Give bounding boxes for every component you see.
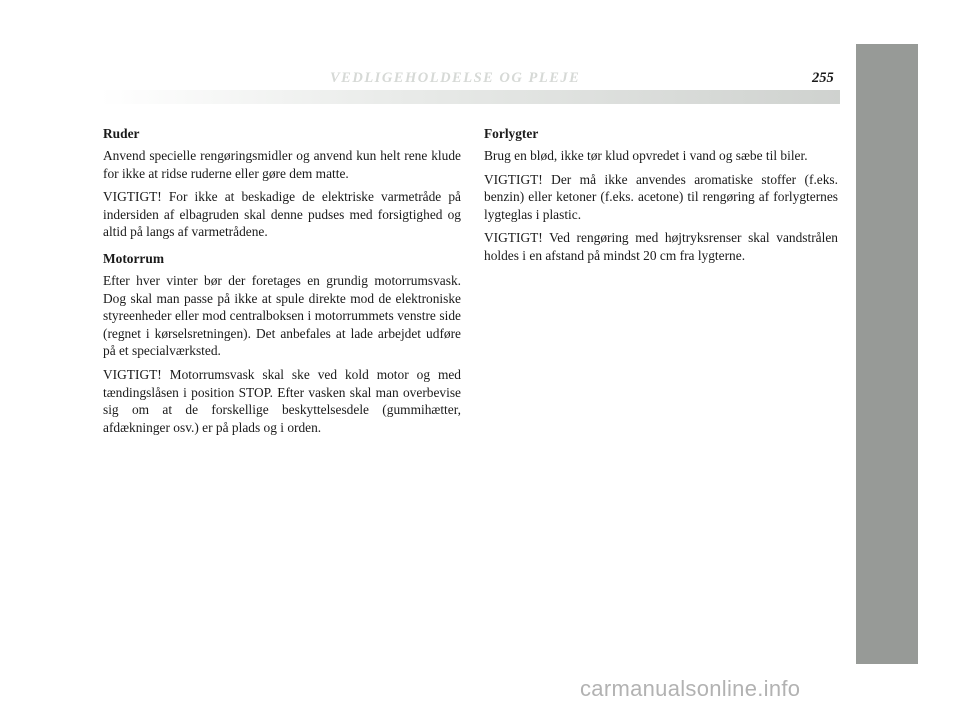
paragraph-forlygter-3: VIGTIGT! Ved rengøring med højtryksrenser skal vandstrålen holdes i en afstand på mindst 20 cm fra lygterne. <box>484 230 838 263</box>
paragraph-forlygter-1: Brug en blød, ikke tør klud opvredet i vand og sæbe til biler. <box>484 148 808 163</box>
left-column <box>103 125 461 442</box>
header-gradient-bar <box>100 90 840 104</box>
heading-forlygter: Forlygter <box>484 126 539 141</box>
paragraph-ruder-2: VIGTIGT! For ikke at beskadige de elektriske varmetråde på indersiden af elbagruden skal denne pudses med forsigtighed og altid på langs af varmetrådene. <box>103 189 461 240</box>
page-number: 255 <box>812 70 834 86</box>
right-column <box>484 125 838 271</box>
paragraph-ruder-1: Anvend specielle rengøringsmidler og anvend kun helt rene klude for ikke at ridse ruderne eller gøre dem matte. <box>103 148 461 181</box>
heading-ruder: Ruder <box>103 126 140 141</box>
heading-motorrum: Motorrum <box>103 250 164 266</box>
paragraph-motorrum-2: VIGTIGT! Motorrumsvask skal ske ved kold motor og med tændingslåsen i position STOP. Efter vasken skal man overbevise sig om at de forskellige beskyttelsesdele (gummihætter, afdækninger osv.) er på plads og i orden. <box>103 366 461 435</box>
paragraph-motorrum-1: Efter hver vinter bør der foretages en grundig motorrumsvask. Dog skal man passe på ikke at spule direkte mod de elektroniske styreenheder eller mod centralboksen i motorrummets venstre side (regnet i kørselsretningen). Det anbefales at lade arbejdet udføre på et specialværksted. <box>103 272 461 359</box>
section-title: VEDLIGEHOLDELSE OG PLEJE <box>330 70 581 86</box>
paragraph-forlygter-2: VIGTIGT! Der må ikke anvendes aromatiske stoffer (f.eks. benzin) eller ketoner (f.eks. acetone) til rengøring af forlygternes lygteglas i plastic. <box>484 171 838 222</box>
chapter-side-tab <box>856 44 918 664</box>
watermark-text: carmanualsonline.info <box>580 676 801 701</box>
